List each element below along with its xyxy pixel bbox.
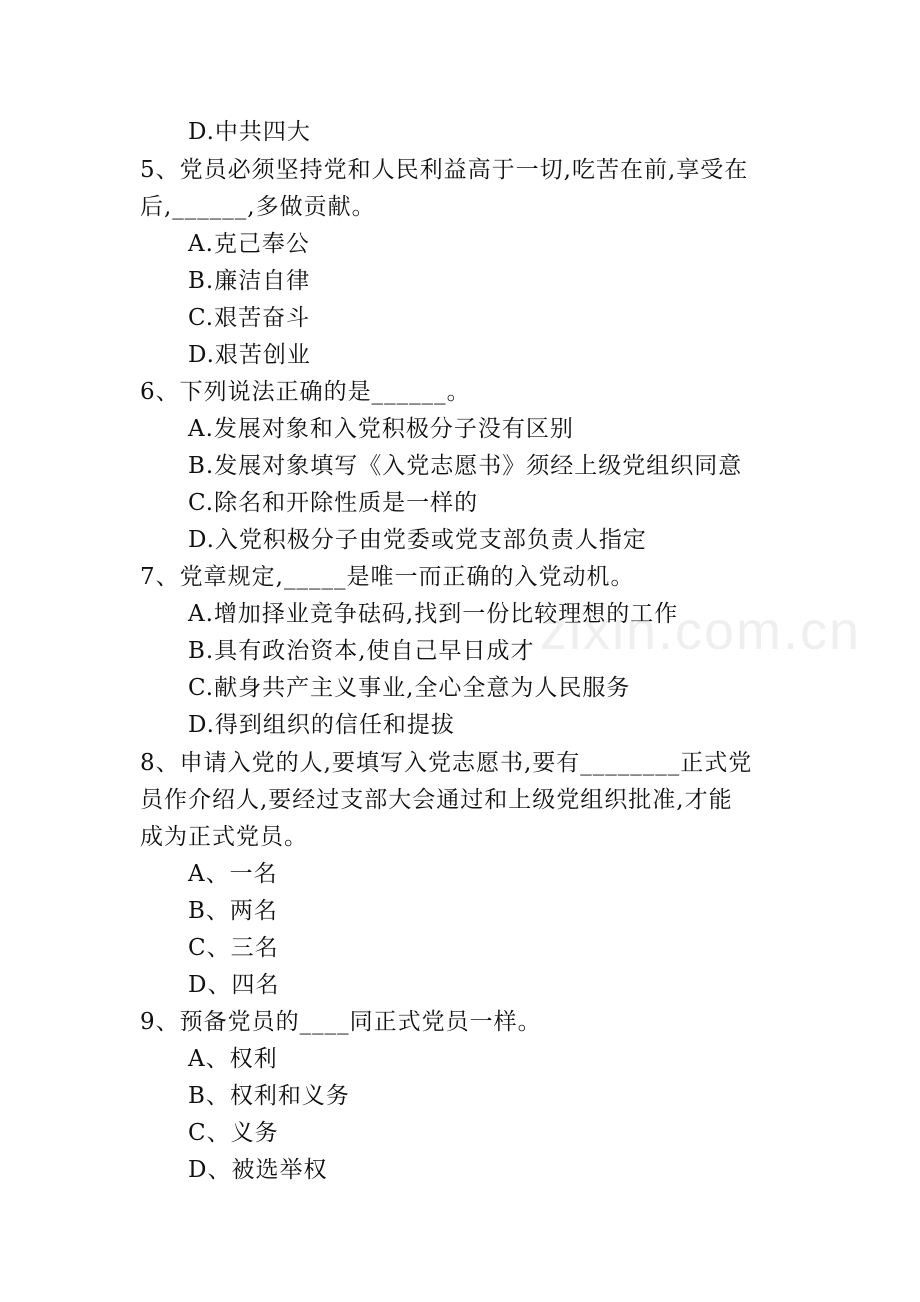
q8-option-d: D、四名 — [188, 972, 280, 998]
watermark: zixin.com.cn — [540, 601, 862, 661]
q8-stem-line2: 员作介绍人,要经过支部大会通过和上级党组织批准,才能 — [140, 787, 733, 813]
q5-option-d: D.艰苦创业 — [188, 342, 311, 368]
q7-option-b: B.具有政治资本,使自己早日成才 — [188, 638, 535, 664]
q5-stem-line1: 5、党员必须坚持党和人民利益高于一切,吃苦在前,享受在 — [140, 157, 749, 183]
q6-option-d: D.入党积极分子由党委或党支部负责人指定 — [188, 527, 647, 553]
q5-stem-line2: 后,______,多做贡献。 — [140, 194, 376, 220]
q5-option-a: A.克己奉公 — [188, 231, 310, 257]
q9-option-d: D、被选举权 — [188, 1157, 328, 1183]
q7-option-d: D.得到组织的信任和提拔 — [188, 712, 455, 738]
q7-option-c: C.献身共产主义事业,全心全意为人民服务 — [188, 675, 631, 701]
q4-option-d: D.中共四大 — [188, 119, 311, 145]
q7-option-a: A.增加择业竞争砝码,找到一份比较理想的工作 — [188, 601, 679, 627]
q9-option-b: B、权利和义务 — [188, 1083, 350, 1109]
q9-option-a: A、权利 — [188, 1046, 278, 1072]
q8-stem-line3: 成为正式党员。 — [140, 824, 308, 850]
q9-stem: 9、预备党员的____同正式党员一样。 — [140, 1009, 542, 1035]
q8-option-c: C、三名 — [188, 935, 279, 961]
q8-stem-line1: 8、申请入党的人,要填写入党志愿书,要有________正式党 — [140, 750, 753, 776]
q5-option-b: B.廉洁自律 — [188, 268, 311, 294]
q7-stem: 7、党章规定,_____是唯一而正确的入党动机。 — [140, 564, 635, 590]
q8-option-b: B、两名 — [188, 898, 278, 924]
q6-stem: 6、下列说法正确的是______。 — [140, 379, 471, 405]
q5-option-c: C.艰苦奋斗 — [188, 305, 311, 331]
q6-option-b: B.发展对象填写《入党志愿书》须经上级党组织同意 — [188, 453, 743, 479]
q6-option-a: A.发展对象和入党积极分子没有区别 — [188, 416, 574, 442]
q9-option-c: C、义务 — [188, 1120, 279, 1146]
q8-option-a: A、一名 — [188, 861, 278, 887]
q6-option-c: C.除名和开除性质是一样的 — [188, 490, 479, 516]
